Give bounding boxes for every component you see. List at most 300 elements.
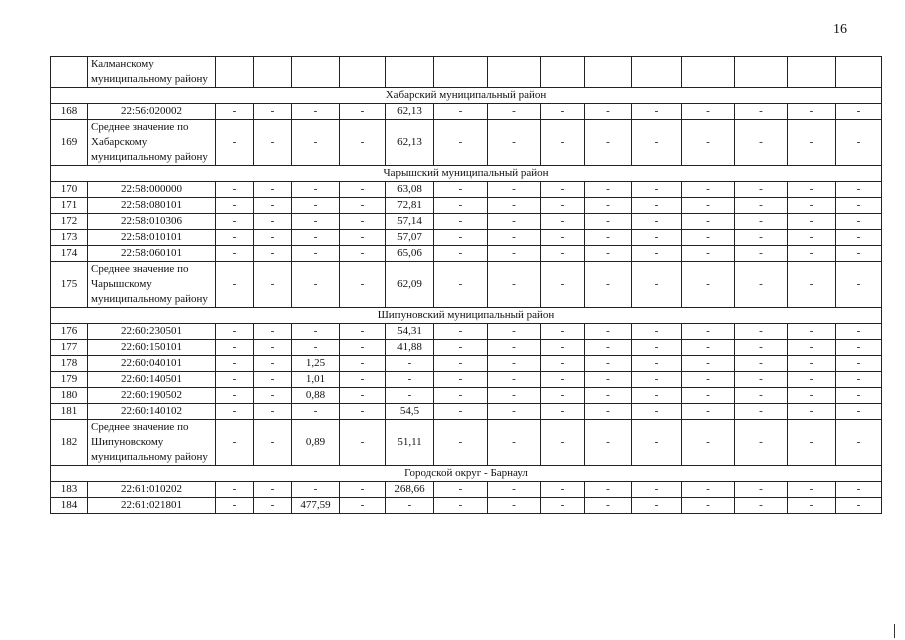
cadastral-number: 22:58:080101 xyxy=(88,198,216,214)
value-cell: - xyxy=(541,214,585,230)
value-cell: - xyxy=(632,340,682,356)
value-cell xyxy=(682,57,735,88)
cadastral-number: 22:58:000000 xyxy=(88,182,216,198)
section-header-row xyxy=(51,166,882,182)
value-cell: - xyxy=(434,356,488,372)
value-cell xyxy=(434,57,488,88)
value-cell: - xyxy=(585,246,632,262)
value-cell: - xyxy=(735,420,788,466)
value-cell: - xyxy=(254,246,292,262)
value-cell: - xyxy=(735,230,788,246)
value-cell: 1,01 xyxy=(292,372,340,388)
value-cell: - xyxy=(340,120,386,166)
value-cell: - xyxy=(216,498,254,514)
table-row xyxy=(51,340,882,356)
row-number: 181 xyxy=(51,404,88,420)
value-cell: - xyxy=(632,324,682,340)
value-cell: 65,06 xyxy=(386,246,434,262)
value-cell: - xyxy=(216,246,254,262)
value-cell: - xyxy=(488,182,541,198)
value-cell: - xyxy=(434,388,488,404)
average-row xyxy=(51,57,882,88)
row-number: 170 xyxy=(51,182,88,198)
row-number: 175 xyxy=(51,262,88,308)
table-row xyxy=(51,246,882,262)
value-cell: 54,5 xyxy=(386,404,434,420)
value-cell: - xyxy=(216,356,254,372)
value-cell: - xyxy=(788,420,836,466)
value-cell: - xyxy=(585,356,632,372)
value-cell: - xyxy=(434,198,488,214)
value-cell: - xyxy=(488,324,541,340)
value-cell: - xyxy=(836,262,882,308)
table-row xyxy=(51,198,882,214)
value-cell: - xyxy=(216,420,254,466)
value-cell: - xyxy=(682,182,735,198)
value-cell: - xyxy=(340,388,386,404)
value-cell: 72,81 xyxy=(386,198,434,214)
table-row xyxy=(51,182,882,198)
value-cell: - xyxy=(488,356,541,372)
value-cell: - xyxy=(340,482,386,498)
value-cell: - xyxy=(585,372,632,388)
value-cell: - xyxy=(632,120,682,166)
table-row xyxy=(51,372,882,388)
value-cell xyxy=(254,57,292,88)
row-number: 168 xyxy=(51,104,88,120)
value-cell: - xyxy=(340,340,386,356)
value-cell: - xyxy=(682,246,735,262)
value-cell: - xyxy=(585,262,632,308)
value-cell: - xyxy=(488,262,541,308)
value-cell: - xyxy=(292,198,340,214)
value-cell: - xyxy=(632,404,682,420)
value-cell: - xyxy=(434,246,488,262)
value-cell: - xyxy=(216,388,254,404)
value-cell: - xyxy=(836,356,882,372)
value-cell: - xyxy=(788,182,836,198)
value-cell: - xyxy=(735,482,788,498)
value-cell: - xyxy=(735,182,788,198)
cadastral-number: 22:60:190502 xyxy=(88,388,216,404)
value-cell: - xyxy=(682,482,735,498)
table-row xyxy=(51,404,882,420)
value-cell: - xyxy=(632,482,682,498)
value-cell: - xyxy=(632,246,682,262)
value-cell: - xyxy=(541,372,585,388)
value-cell: - xyxy=(434,182,488,198)
value-cell: - xyxy=(340,246,386,262)
section-header-row xyxy=(51,466,882,482)
value-cell: - xyxy=(292,214,340,230)
value-cell: 62,13 xyxy=(386,104,434,120)
value-cell: - xyxy=(541,230,585,246)
margin-mark xyxy=(894,624,895,638)
value-cell: - xyxy=(836,230,882,246)
average-row xyxy=(51,262,882,308)
value-cell: - xyxy=(585,388,632,404)
value-cell xyxy=(735,57,788,88)
value-cell: - xyxy=(735,104,788,120)
value-cell: - xyxy=(682,356,735,372)
value-cell: - xyxy=(254,356,292,372)
value-cell: - xyxy=(254,104,292,120)
value-cell: - xyxy=(340,214,386,230)
value-cell: 54,31 xyxy=(386,324,434,340)
value-cell: - xyxy=(434,214,488,230)
value-cell: - xyxy=(541,356,585,372)
value-cell: - xyxy=(682,324,735,340)
section-header-row xyxy=(51,308,882,324)
value-cell: - xyxy=(216,262,254,308)
value-cell xyxy=(386,57,434,88)
cadastral-number: 22:60:040101 xyxy=(88,356,216,372)
value-cell: 62,13 xyxy=(386,120,434,166)
value-cell: - xyxy=(434,482,488,498)
value-cell: - xyxy=(541,182,585,198)
value-cell: - xyxy=(254,340,292,356)
value-cell: - xyxy=(735,214,788,230)
value-cell: - xyxy=(254,388,292,404)
value-cell: - xyxy=(254,262,292,308)
value-cell: - xyxy=(735,372,788,388)
value-cell: - xyxy=(836,198,882,214)
value-cell: - xyxy=(541,198,585,214)
value-cell: - xyxy=(836,340,882,356)
value-cell: - xyxy=(216,182,254,198)
value-cell: 268,66 xyxy=(386,482,434,498)
row-number: 169 xyxy=(51,120,88,166)
value-cell: - xyxy=(836,214,882,230)
value-cell: - xyxy=(216,340,254,356)
value-cell: - xyxy=(216,198,254,214)
row-number xyxy=(51,57,88,88)
value-cell: - xyxy=(488,104,541,120)
value-cell: - xyxy=(541,104,585,120)
value-cell: - xyxy=(254,198,292,214)
value-cell: - xyxy=(735,340,788,356)
value-cell: - xyxy=(216,230,254,246)
value-cell: 63,08 xyxy=(386,182,434,198)
row-number: 180 xyxy=(51,388,88,404)
value-cell: - xyxy=(682,230,735,246)
value-cell: - xyxy=(836,246,882,262)
value-cell: - xyxy=(292,340,340,356)
value-cell xyxy=(788,57,836,88)
value-cell: - xyxy=(632,372,682,388)
value-cell: - xyxy=(488,498,541,514)
value-cell: - xyxy=(541,324,585,340)
value-cell: - xyxy=(541,420,585,466)
value-cell: - xyxy=(735,388,788,404)
row-number: 178 xyxy=(51,356,88,372)
value-cell: - xyxy=(735,198,788,214)
value-cell: - xyxy=(254,482,292,498)
value-cell: - xyxy=(682,340,735,356)
value-cell: - xyxy=(292,120,340,166)
value-cell: - xyxy=(292,246,340,262)
value-cell: - xyxy=(340,324,386,340)
row-number: 183 xyxy=(51,482,88,498)
value-cell: - xyxy=(735,404,788,420)
value-cell: - xyxy=(735,498,788,514)
value-cell: - xyxy=(254,120,292,166)
value-cell: - xyxy=(585,420,632,466)
cadastral-data-table xyxy=(50,56,882,514)
value-cell: - xyxy=(788,246,836,262)
value-cell: - xyxy=(254,498,292,514)
cadastral-number: 22:56:020002 xyxy=(88,104,216,120)
value-cell: - xyxy=(541,120,585,166)
value-cell: - xyxy=(632,262,682,308)
value-cell: 62,09 xyxy=(386,262,434,308)
value-cell: - xyxy=(682,372,735,388)
table-row xyxy=(51,356,882,372)
value-cell: 51,11 xyxy=(386,420,434,466)
value-cell: - xyxy=(434,104,488,120)
value-cell: - xyxy=(788,262,836,308)
value-cell: 57,07 xyxy=(386,230,434,246)
value-cell: - xyxy=(788,388,836,404)
value-cell: - xyxy=(340,262,386,308)
value-cell: - xyxy=(682,104,735,120)
value-cell: - xyxy=(632,498,682,514)
table-row xyxy=(51,214,882,230)
table-row xyxy=(51,498,882,514)
value-cell: - xyxy=(735,356,788,372)
value-cell: - xyxy=(788,498,836,514)
cadastral-number: 22:61:010202 xyxy=(88,482,216,498)
value-cell: - xyxy=(488,246,541,262)
value-cell: - xyxy=(434,404,488,420)
value-cell: - xyxy=(541,262,585,308)
average-row xyxy=(51,420,882,466)
value-cell: - xyxy=(836,404,882,420)
row-number: 174 xyxy=(51,246,88,262)
value-cell: - xyxy=(434,262,488,308)
value-cell: - xyxy=(216,214,254,230)
table-row xyxy=(51,230,882,246)
row-number: 171 xyxy=(51,198,88,214)
row-number: 173 xyxy=(51,230,88,246)
cadastral-number: 22:58:060101 xyxy=(88,246,216,262)
value-cell: - xyxy=(836,372,882,388)
value-cell: - xyxy=(632,214,682,230)
section-title: Хабарский муниципальный район xyxy=(51,88,882,104)
value-cell: - xyxy=(340,420,386,466)
value-cell: - xyxy=(340,230,386,246)
value-cell: - xyxy=(292,324,340,340)
value-cell: - xyxy=(434,230,488,246)
value-cell: - xyxy=(541,388,585,404)
table-row xyxy=(51,104,882,120)
value-cell: - xyxy=(585,324,632,340)
value-cell: - xyxy=(836,324,882,340)
value-cell: - xyxy=(682,498,735,514)
cadastral-number: 22:61:021801 xyxy=(88,498,216,514)
value-cell: - xyxy=(386,372,434,388)
cadastral-number: 22:58:010306 xyxy=(88,214,216,230)
value-cell: - xyxy=(254,404,292,420)
value-cell: - xyxy=(216,120,254,166)
value-cell: - xyxy=(292,182,340,198)
average-label: Калманскому муниципальному району xyxy=(88,57,216,88)
row-number: 176 xyxy=(51,324,88,340)
value-cell: - xyxy=(632,356,682,372)
value-cell: - xyxy=(585,120,632,166)
value-cell: - xyxy=(254,182,292,198)
section-header-row xyxy=(51,88,882,104)
value-cell: - xyxy=(735,262,788,308)
value-cell: - xyxy=(632,420,682,466)
value-cell: - xyxy=(585,182,632,198)
average-label: Среднее значение по Шипуновскому муниципальному району xyxy=(88,420,216,466)
value-cell xyxy=(632,57,682,88)
cadastral-number: 22:60:150101 xyxy=(88,340,216,356)
value-cell: - xyxy=(488,214,541,230)
value-cell: - xyxy=(788,120,836,166)
value-cell: - xyxy=(836,182,882,198)
value-cell: - xyxy=(292,404,340,420)
value-cell: - xyxy=(632,182,682,198)
value-cell: - xyxy=(632,388,682,404)
value-cell: - xyxy=(292,262,340,308)
value-cell: - xyxy=(488,420,541,466)
cadastral-number: 22:60:140102 xyxy=(88,404,216,420)
value-cell: - xyxy=(216,324,254,340)
value-cell: - xyxy=(632,230,682,246)
section-title: Городской округ - Барнаул xyxy=(51,466,882,482)
value-cell: - xyxy=(386,388,434,404)
value-cell: - xyxy=(836,420,882,466)
value-cell: 0,89 xyxy=(292,420,340,466)
value-cell: 41,88 xyxy=(386,340,434,356)
value-cell: - xyxy=(254,372,292,388)
value-cell xyxy=(488,57,541,88)
section-title: Чарышский муниципальный район xyxy=(51,166,882,182)
value-cell: - xyxy=(488,404,541,420)
value-cell: - xyxy=(216,372,254,388)
value-cell: - xyxy=(254,420,292,466)
value-cell: - xyxy=(585,482,632,498)
value-cell: - xyxy=(632,198,682,214)
value-cell: - xyxy=(488,120,541,166)
value-cell: - xyxy=(541,246,585,262)
page-number: 16 xyxy=(833,22,847,37)
average-label: Среднее значение по Хабарскому муниципальному району xyxy=(88,120,216,166)
value-cell: - xyxy=(836,498,882,514)
value-cell: - xyxy=(254,324,292,340)
value-cell: - xyxy=(434,420,488,466)
value-cell: - xyxy=(585,340,632,356)
value-cell: 477,59 xyxy=(292,498,340,514)
table-row xyxy=(51,324,882,340)
value-cell: - xyxy=(682,198,735,214)
value-cell: - xyxy=(682,420,735,466)
value-cell: - xyxy=(735,120,788,166)
value-cell: - xyxy=(541,404,585,420)
row-number: 172 xyxy=(51,214,88,230)
value-cell: - xyxy=(340,404,386,420)
value-cell: - xyxy=(682,404,735,420)
value-cell: - xyxy=(585,404,632,420)
value-cell: - xyxy=(434,372,488,388)
value-cell xyxy=(585,57,632,88)
value-cell: - xyxy=(788,324,836,340)
cadastral-number: 22:60:140501 xyxy=(88,372,216,388)
value-cell: - xyxy=(836,482,882,498)
value-cell: - xyxy=(541,340,585,356)
value-cell: - xyxy=(836,104,882,120)
value-cell: - xyxy=(292,230,340,246)
value-cell: - xyxy=(632,104,682,120)
value-cell: - xyxy=(340,498,386,514)
value-cell: - xyxy=(585,230,632,246)
value-cell: - xyxy=(585,498,632,514)
section-title: Шипуновский муниципальный район xyxy=(51,308,882,324)
table-body xyxy=(51,57,882,514)
table-row xyxy=(51,482,882,498)
cadastral-number: 22:60:230501 xyxy=(88,324,216,340)
value-cell: - xyxy=(735,324,788,340)
value-cell xyxy=(216,57,254,88)
value-cell: - xyxy=(788,482,836,498)
value-cell: - xyxy=(682,388,735,404)
table-row xyxy=(51,388,882,404)
value-cell: - xyxy=(488,372,541,388)
value-cell: - xyxy=(788,340,836,356)
value-cell: - xyxy=(292,482,340,498)
value-cell: - xyxy=(488,388,541,404)
value-cell: - xyxy=(386,356,434,372)
value-cell: - xyxy=(541,498,585,514)
value-cell: - xyxy=(216,482,254,498)
value-cell: - xyxy=(386,498,434,514)
value-cell: - xyxy=(735,246,788,262)
value-cell xyxy=(292,57,340,88)
value-cell: - xyxy=(340,104,386,120)
value-cell: - xyxy=(788,230,836,246)
value-cell: - xyxy=(434,120,488,166)
value-cell: - xyxy=(434,324,488,340)
value-cell: - xyxy=(788,214,836,230)
cadastral-number: 22:58:010101 xyxy=(88,230,216,246)
row-number: 177 xyxy=(51,340,88,356)
row-number: 179 xyxy=(51,372,88,388)
value-cell xyxy=(541,57,585,88)
value-cell: - xyxy=(836,120,882,166)
value-cell: - xyxy=(254,230,292,246)
value-cell: - xyxy=(488,482,541,498)
value-cell: - xyxy=(788,404,836,420)
value-cell: - xyxy=(585,198,632,214)
average-label: Среднее значение по Чарышскому муниципальному району xyxy=(88,262,216,308)
value-cell: - xyxy=(788,356,836,372)
value-cell: 1,25 xyxy=(292,356,340,372)
value-cell: - xyxy=(682,262,735,308)
row-number: 184 xyxy=(51,498,88,514)
value-cell: - xyxy=(340,198,386,214)
value-cell: - xyxy=(585,214,632,230)
value-cell: - xyxy=(340,356,386,372)
value-cell xyxy=(836,57,882,88)
value-cell: - xyxy=(292,104,340,120)
value-cell: - xyxy=(254,214,292,230)
value-cell: - xyxy=(488,340,541,356)
value-cell: - xyxy=(488,230,541,246)
value-cell: - xyxy=(788,104,836,120)
value-cell: - xyxy=(216,104,254,120)
